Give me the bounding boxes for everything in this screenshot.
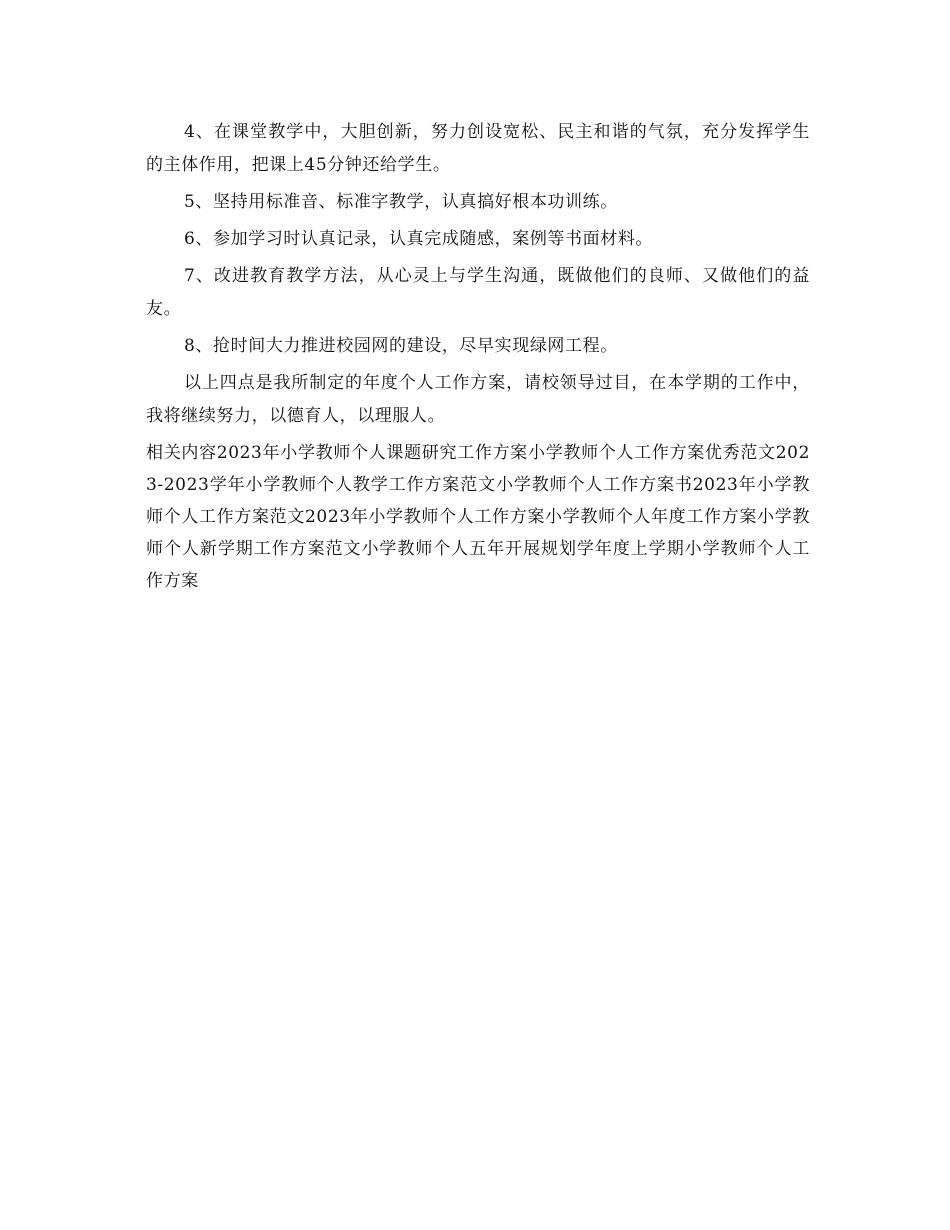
paragraph-item-7: 7、改进教育教学方法，从心灵上与学生沟通，既做他们的良师、又做他们的益友。 xyxy=(146,266,810,319)
paragraph-item-8: 8、抢时间大力推进校园网的建设，尽早实现绿网工程。 xyxy=(184,336,618,356)
paragraph-item-6: 6、参加学习时认真记录，认真完成随感，案例等书面材料。 xyxy=(184,229,654,249)
related-content: 相关内容2023年小学教师个人课题研究工作方案小学教师个人工作方案优秀范文2023-2023学年小学教师个人教学工作方案范文小学教师个人工作方案书2023年小学教师个人工作方案范文2023年小学教师个人工作方案小学教师个人年度工作方案小学教师个人新学期工作方案范文小学教师个人五年开展规划学年度上学期小学教师个人工作方案 xyxy=(146,443,810,591)
paragraph-item-4: 4、在课堂教学中，大胆创新，努力创设宽松、民主和谐的气氛，充分发挥学生的主体作用，把课上45分钟还给学生。 xyxy=(146,122,810,175)
document-body xyxy=(146,116,810,597)
closing-paragraph: 以上四点是我所制定的年度个人工作方案，请校领导过目，在本学期的工作中，我将继续努力，以德育人，以理服人。 xyxy=(146,373,810,426)
paragraph-item-5: 5、坚持用标准音、标准字教学，认真搞好根本功训练。 xyxy=(184,192,618,212)
